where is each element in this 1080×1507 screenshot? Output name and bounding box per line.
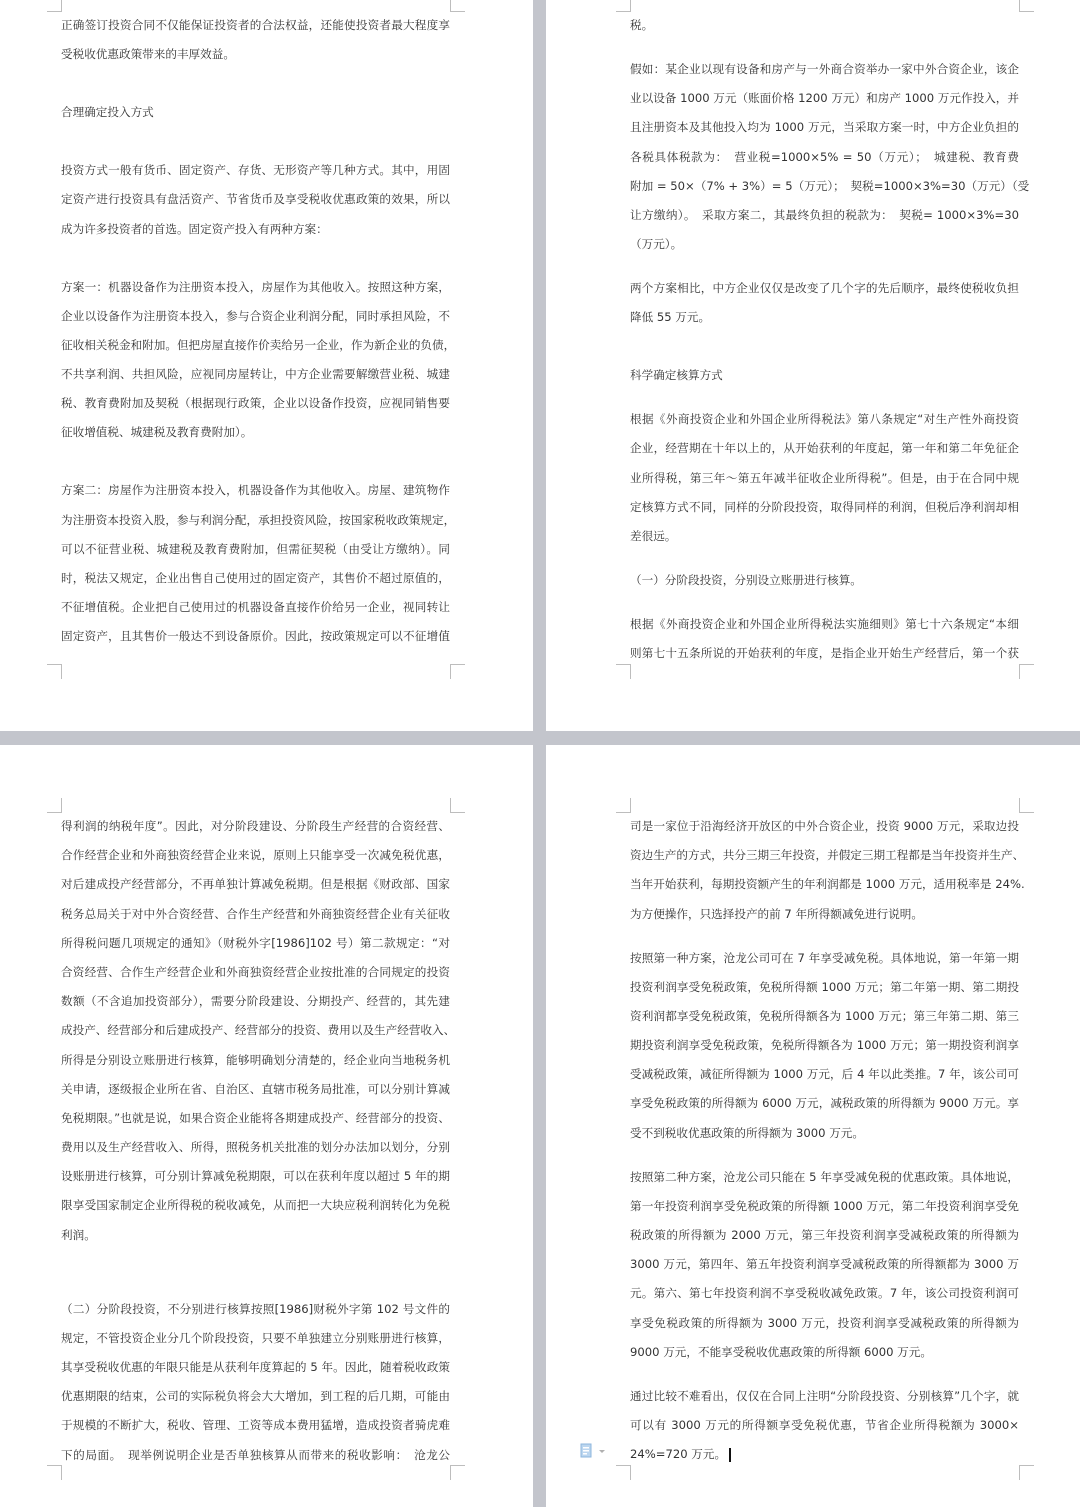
text-line xyxy=(61,1324,450,1353)
text-line-content: 税。 xyxy=(630,18,654,32)
text-line xyxy=(61,1016,456,1045)
text-line xyxy=(630,639,1019,668)
text-line-content: 其享受税收优惠的年限只能是从获利年度算起的 5 年。因此，随着税收政策 xyxy=(61,1359,450,1374)
text-line-content: （一）分阶段投资，分别设立账册进行核算。 xyxy=(630,572,862,587)
page-margin-corner-mark xyxy=(1019,664,1034,679)
text-line-content: 于规模的不断扩大，税收、管理、工资等成本费用猛增，造成投资者骑虎难 xyxy=(61,1418,450,1433)
document-page-1[interactable] xyxy=(0,0,533,731)
text-line-content: 为注册资本投资入股，参与利润分配，承担投资风险，按国家税收政策规定， xyxy=(61,512,456,527)
text-line xyxy=(61,1221,450,1250)
text-line xyxy=(630,1060,1019,1089)
paragraph[interactable] xyxy=(630,361,1019,390)
text-line xyxy=(61,389,450,418)
text-cursor xyxy=(729,1448,731,1462)
text-line xyxy=(630,973,1019,1002)
page-text[interactable] xyxy=(630,11,1030,668)
text-line xyxy=(630,84,1019,113)
text-line xyxy=(61,870,450,899)
text-line-content: 受不到税收优惠政策的所得额为 3000 万元。 xyxy=(630,1125,864,1140)
text-line-content: 投资利润享受免税政策，免税所得额 1000 万元；第二年第一期、第二期投 xyxy=(630,979,1019,994)
text-line xyxy=(630,113,1019,142)
text-line xyxy=(630,1440,1019,1469)
text-line-content: 附加 = 50×（7% + 3%）= 5（万元）； 契税=1000×3%=30（万元）（受 xyxy=(630,178,1030,193)
text-line-content: 企业，经营期在十年以上的，从开始获利的年度起，第一年和第二年免征企 xyxy=(630,441,1019,456)
text-line xyxy=(630,566,1019,595)
text-line xyxy=(630,1119,1019,1148)
paragraph[interactable] xyxy=(630,1163,1019,1367)
page-margin-corner-mark xyxy=(1019,0,1034,12)
text-line-content: 数额（不含追加投资部分），需要分阶段建设、分期投产、经营的，其先建 xyxy=(61,994,450,1009)
text-line xyxy=(630,900,1019,929)
paragraph[interactable] xyxy=(630,11,1019,40)
text-line xyxy=(630,1309,1019,1338)
text-line xyxy=(630,230,1019,259)
text-line-content: 科学确定核算方式 xyxy=(630,368,723,383)
text-line xyxy=(61,506,456,535)
text-line-content: 差很远。 xyxy=(630,529,677,543)
text-line xyxy=(61,40,450,69)
text-line-content: 得利润的纳税年度”。因此，对分阶段建设、分阶段生产经营的合资经营、 xyxy=(61,819,450,833)
text-line-content: （万元）。 xyxy=(630,237,683,252)
paragraph[interactable] xyxy=(630,566,1019,595)
text-line-content: 设账册进行核算，可分别计算减免税期限，可以在获利年度以超过 5 年的期 xyxy=(61,1169,450,1184)
text-line-content: 征收相关税金和附加。但把房屋直接作价卖给另一企业，作为新企业的负债， xyxy=(61,337,456,352)
text-line-content: 享受免税政策的所得额为 6000 万元，减税政策的所得额为 9000 万元。享 xyxy=(630,1096,1019,1111)
paragraph[interactable] xyxy=(61,156,450,244)
text-line xyxy=(61,900,450,929)
text-line xyxy=(630,1411,1019,1440)
paragraph[interactable] xyxy=(630,55,1030,259)
text-line-content: 且注册资本及其他投入均为 1000 万元，当采取方案一时，中方企业负担的 xyxy=(630,120,1019,135)
text-line-content: 费用以及生产经营收入、所得，照税务机关批准的划分办法加以划分，分别 xyxy=(61,1140,450,1155)
page-margin-corner-mark xyxy=(47,1465,62,1480)
text-line xyxy=(630,201,1019,230)
text-line xyxy=(630,274,1019,303)
text-line xyxy=(61,273,450,302)
paragraph[interactable] xyxy=(630,274,1019,332)
text-line-content: 第一年投资利润享受免税政策的所得额 1000 万元，第二年投资利润享受免 xyxy=(630,1198,1019,1213)
text-line xyxy=(61,841,450,870)
text-line xyxy=(630,405,1019,434)
text-line-content: 所得是分别设立账册进行核算，能够明确划分清楚的，经企业向当地税务机 xyxy=(61,1052,450,1067)
text-line xyxy=(61,1295,450,1324)
page-margin-corner-mark xyxy=(47,664,62,679)
text-line-content: 下的局面。 现举例说明企业是否单独核算从而带来的税收影响： 沧龙公 xyxy=(61,1447,450,1462)
page-margin-corner-mark xyxy=(47,798,62,813)
text-line xyxy=(61,331,456,360)
paragraph[interactable] xyxy=(630,1382,1019,1470)
text-line xyxy=(61,11,450,40)
text-line-content: 根据《外商投资企业和外国企业所得税法实施细则》第七十六条规定“本细 xyxy=(630,616,1019,631)
text-line xyxy=(61,156,450,185)
text-line xyxy=(61,418,450,447)
text-line-content: 利润。 xyxy=(61,1227,96,1242)
text-line-content: 各税具体税款为： 营业税=1000×5% = 50（万元）； 城建税、教育费 xyxy=(630,149,1019,164)
text-line-content: 时，税法又规定，企业出售自己使用过的固定资产，其售价不超过原值的， xyxy=(61,571,450,585)
text-line-content: 降低 55 万元。 xyxy=(630,310,711,325)
text-line-content: 资利润都享受免税政策，免税所得额各为 1000 万元；第三年第二期、第三 xyxy=(630,1008,1019,1023)
text-line-content: 可以不征营业税、城建税及教育费附加，但需征契税（由受让方缴纳）。同 xyxy=(61,541,450,556)
text-line xyxy=(61,98,450,127)
text-line-content: 按照第一种方案，沧龙公司可在 7 年享受减免税。具体地说，第一年第一期 xyxy=(630,950,1019,965)
text-line-content: 正确签订投资合同不仅能保证投资者的合法权益，还能使投资者最大程度享 xyxy=(61,18,450,32)
text-line xyxy=(61,535,450,564)
text-line-content: 企业以设备作为注册资本投入，参与合资企业利润分配，同时承担风险，不 xyxy=(61,308,450,323)
text-line-content: 对后建成投产经营部分，不再单独计算减免税期。但是根据《财政部、国家 xyxy=(61,877,450,892)
text-line xyxy=(630,870,1025,899)
text-line-content: 方案二：房屋作为注册资本投入，机器设备作为其他收入。房屋、建筑物作 xyxy=(61,483,450,498)
text-line xyxy=(61,564,450,593)
text-line xyxy=(61,1133,450,1162)
paragraph[interactable] xyxy=(61,812,456,1250)
text-line-content: 则第七十五条所说的开始获利的年度，是指企业开始生产经营后，第一个获 xyxy=(630,646,1019,661)
text-line-content: 不征增值税。企业把自己使用过的机器设备直接作价给另一企业，视同转让 xyxy=(61,600,450,615)
page-text[interactable] xyxy=(61,11,456,652)
text-line xyxy=(61,987,450,1016)
text-line-content: 合资经营、合作生产经营企业和外商独资经营企业按批准的合同规定的投资 xyxy=(61,964,450,979)
text-line xyxy=(61,215,450,244)
text-line xyxy=(630,1279,1019,1308)
text-line-content: 优惠期限的结束，公司的实际税负将会大大增加，到工程的后几期，可能由 xyxy=(61,1389,450,1404)
paragraph[interactable] xyxy=(61,273,456,448)
text-line xyxy=(630,1192,1019,1221)
text-line-content: 受税收优惠政策带来的丰厚效益。 xyxy=(61,47,235,62)
paragraph[interactable] xyxy=(630,812,1025,929)
text-line-content: 按照第二种方案，沧龙公司只能在 5 年享受减免税的优惠政策。具体地说， xyxy=(630,1169,1019,1184)
chevron-down-icon xyxy=(599,1450,605,1453)
text-line xyxy=(61,1382,450,1411)
text-line-content: 根据《外商投资企业和外国企业所得税法》第八条规定“对生产性外商投资 xyxy=(630,412,1019,427)
text-line xyxy=(61,185,450,214)
text-line-content: 当年开始获利，每期投资额产生的年利润都是 1000 万元，适用税率是 24%. xyxy=(630,877,1025,892)
page-margin-corner-mark xyxy=(616,664,631,679)
document-page-3[interactable] xyxy=(0,745,533,1507)
page-margin-corner-mark xyxy=(47,0,62,12)
paste-options-button[interactable] xyxy=(580,1443,608,1459)
text-line xyxy=(630,1163,1019,1192)
text-line xyxy=(630,1250,1019,1279)
text-line-content: 规定，不管投资企业分几个阶段投资，只要不单独建立分别账册进行核算， xyxy=(61,1330,450,1345)
text-line-content: 合理确定投入方式 xyxy=(61,105,154,120)
document-page-2[interactable] xyxy=(546,0,1080,731)
text-line-content: 关申请，逐级报企业所在省、自治区、直辖市税务局批准，可以分别计算减 xyxy=(61,1081,450,1096)
text-line xyxy=(61,929,450,958)
paragraph[interactable] xyxy=(61,98,450,127)
text-line-content: 资边生产的方式，共分三期三年投资，并假定三期工程都是当年投资并生产、 xyxy=(630,848,1025,863)
text-line-content: 假如：某企业以现有设备和房产与一外商合资举办一家中外合资企业，该企 xyxy=(630,61,1019,76)
text-line-content: 司是一家位于沿海经济开放区的中外合资企业，投资 9000 万元，采取边投 xyxy=(630,819,1019,833)
text-line-content: 所得税问题几项规定的通知》（财税外字[1986]102 号）第二款规定：“对 xyxy=(61,935,450,950)
page-margin-corner-mark xyxy=(450,0,465,12)
text-line-content: 受减税政策，减征所得额为 1000 万元，后 4 年以此类推。7 年，该公司可 xyxy=(630,1067,1019,1082)
text-line-content: （二）分阶段投资，不分别进行核算按照[1986]财税外字第 102 号文件的 xyxy=(61,1301,450,1316)
text-line xyxy=(630,1382,1019,1411)
paragraph[interactable] xyxy=(630,405,1019,551)
text-line xyxy=(630,303,1019,332)
text-line xyxy=(61,1162,450,1191)
page-margin-corner-mark xyxy=(1019,1465,1034,1480)
paragraph[interactable] xyxy=(630,610,1019,668)
text-line-content: 期投资利润享受免税政策，免税所得额各为 1000 万元；第一期投资利润享 xyxy=(630,1038,1019,1053)
text-line xyxy=(630,610,1019,639)
text-line-content: 通过比较不难看出，仅仅在合同上注明“分阶段投资、分别核算”几个字，就 xyxy=(630,1388,1019,1403)
text-line-content: 定核算方式不同，同样的分阶段投资，取得同样的利润，但税后净利润却相 xyxy=(630,499,1019,514)
text-line-content: 限享受国家制定企业所得税的税收减免，从而把一大块应税利润转化为免税 xyxy=(61,1198,450,1213)
page-text[interactable] xyxy=(630,812,1025,1469)
text-line xyxy=(61,302,450,331)
text-line xyxy=(61,1441,450,1470)
document-page-4[interactable] xyxy=(546,745,1080,1507)
text-line xyxy=(61,1191,450,1220)
text-line xyxy=(61,1353,450,1382)
page-text[interactable] xyxy=(61,812,456,1470)
paragraph[interactable] xyxy=(61,1295,450,1470)
text-line xyxy=(630,55,1019,84)
text-line-content: 为方便操作，只选择投产的前 7 年所得额减免进行说明。 xyxy=(630,906,923,921)
text-line-content: 税、教育费附加及契税（根据现行政策，企业以设备作投资，应视同销售要 xyxy=(61,396,450,411)
text-line-content: 元。第六、第七年投资利润不享受税收减免政策。7 年，该公司投资利润可 xyxy=(630,1286,1019,1301)
paragraph[interactable] xyxy=(630,944,1019,1148)
text-line-content: 投资方式一般有货币、固定资产、存货、无形资产等几种方式。其中，用固 xyxy=(61,163,450,178)
text-line xyxy=(61,593,450,622)
page-margin-corner-mark xyxy=(616,1465,631,1480)
text-line-content: 9000 万元，不能享受税收优惠政策的所得额 6000 万元。 xyxy=(630,1344,932,1359)
text-line xyxy=(61,360,450,389)
text-line-content: 不共享利润、共担风险，应视同房屋转让，中方企业需要解缴营业税、城建 xyxy=(61,367,450,382)
text-line-content: 成投产、经营部分和后建成投产、经营部分的投资、费用以及生产经营收入、 xyxy=(61,1023,456,1038)
text-line xyxy=(630,1089,1019,1118)
text-line xyxy=(630,11,1019,40)
text-line xyxy=(630,841,1025,870)
page-margin-corner-mark xyxy=(616,0,631,12)
text-line-content: 征收增值税、城建税及教育费附加）。 xyxy=(61,425,253,440)
paste-options-icon xyxy=(580,1443,608,1459)
text-line xyxy=(61,1104,450,1133)
text-line-content: 两个方案相比，中方企业仅仅是改变了几个字的先后顺序，最终使税收负担 xyxy=(630,281,1019,296)
text-line xyxy=(630,172,1030,201)
text-line xyxy=(630,361,1019,390)
text-line xyxy=(630,493,1019,522)
text-line xyxy=(630,434,1019,463)
text-line xyxy=(61,1046,450,1075)
page-margin-corner-mark xyxy=(450,664,465,679)
text-line xyxy=(630,143,1019,172)
text-line-content: 定资产进行投资具有盘活资产、节省货币及享受税收优惠政策的效果，所以 xyxy=(61,192,450,207)
text-line-content: 让方缴纳）。 采取方案二，其最终负担的税款为： 契税= 1000×3%=30 xyxy=(630,207,1019,222)
text-line xyxy=(61,476,450,505)
page-margin-corner-mark xyxy=(450,798,465,813)
text-line-content: 免税期限。”也就是说，如果合资企业能将各期建成投产、经营部分的投资、 xyxy=(61,1110,450,1125)
page-margin-corner-mark xyxy=(1019,798,1034,813)
text-line-content: 可以有 3000 万元的所得额享受免税优惠，节省企业所得税额为 3000× xyxy=(630,1417,1019,1432)
text-line-content: 业所得税，第三年～第五年减半征收企业所得税”。但是，由于在合同中规 xyxy=(630,470,1019,485)
text-line-content: 业以设备 1000 万元（账面价格 1200 万元）和房产 1000 万元作投入，并 xyxy=(630,91,1019,106)
text-line xyxy=(61,622,450,651)
text-line xyxy=(61,1075,450,1104)
page-margin-corner-mark xyxy=(450,1465,465,1480)
text-line-content: 24%=720 万元。 xyxy=(630,1447,727,1462)
text-line xyxy=(630,464,1019,493)
text-line xyxy=(630,812,1019,841)
text-line-content: 方案一：机器设备作为注册资本投入，房屋作为其他收入。按照这种方案， xyxy=(61,279,450,294)
text-line xyxy=(630,1338,1019,1367)
text-line-content: 税务总局关于对中外合资经营、合作生产经营和外商独资经营企业有关征收 xyxy=(61,906,450,921)
text-line-content: 合作经营企业和外商独资经营企业来说，原则上只能享受一次减免税优惠， xyxy=(61,848,450,863)
text-line xyxy=(61,1411,450,1440)
text-line xyxy=(61,958,450,987)
text-line-content: 成为许多投资者的首选。固定资产投入有两种方案： xyxy=(61,221,328,236)
text-line-content: 享受免税政策的所得额为 3000 万元，投资利润享受减税政策的所得额为 xyxy=(630,1315,1019,1330)
text-line-content: 税政策的所得额为 2000 万元，第三年投资利润享受减税政策的所得额为 xyxy=(630,1228,1019,1243)
text-line-content: 固定资产，且其售价一般达不到设备原价。因此，按政策规定可以不征增值 xyxy=(61,629,450,644)
text-line xyxy=(630,1002,1019,1031)
text-line xyxy=(630,1031,1019,1060)
paragraph[interactable] xyxy=(61,476,456,651)
paragraph[interactable] xyxy=(61,11,450,69)
text-line xyxy=(630,522,1019,551)
page-margin-corner-mark xyxy=(616,798,631,813)
text-line xyxy=(61,812,450,841)
text-line xyxy=(630,1221,1019,1250)
text-line-content: 3000 万元，第四年、第五年投资利润享受减税政策的所得额都为 3000 万 xyxy=(630,1257,1019,1272)
text-line xyxy=(630,944,1019,973)
